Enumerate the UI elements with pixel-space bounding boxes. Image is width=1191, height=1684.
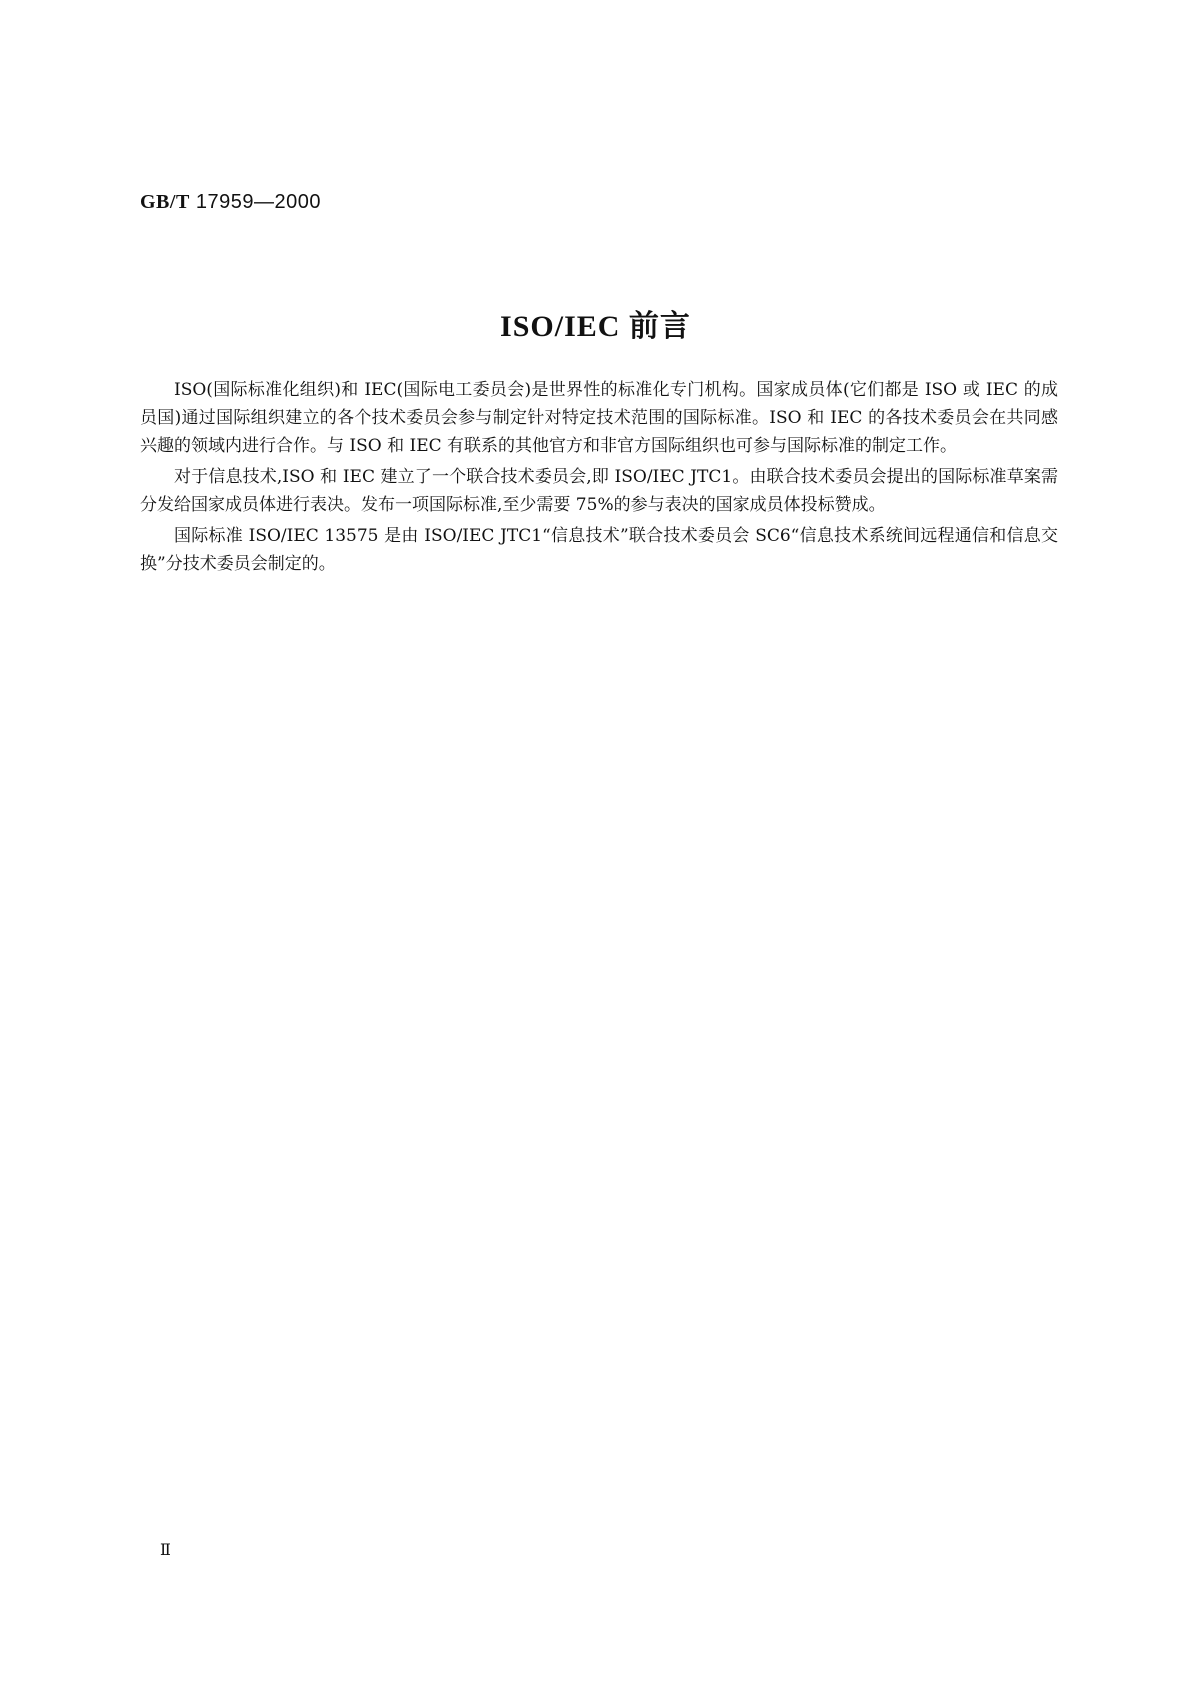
page-title: ISO/IEC 前言 [500, 310, 691, 343]
foreword-body [140, 376, 1058, 581]
standard-number: 17959—2000 [195, 191, 321, 213]
page-number: Ⅱ [160, 1542, 171, 1559]
document-code [140, 190, 321, 214]
paragraph-3: 国际标准 ISO/IEC 13575 是由 ISO/IEC JTC1“信息技术”联合技术委员会 SC6“信息技术系统间远程通信和信息交换”分技术委员会制定的。 [140, 526, 1058, 574]
standard-prefix: GB/T [140, 191, 190, 213]
paragraph-1: ISO(国际标准化组织)和 IEC(国际电工委员会)是世界性的标准化专门机构。国家成员体(它们都是 ISO 或 IEC 的成员国)通过国际组织建立的各个技术委员会参与制定针对特定技术范围的国际标准。ISO 和 IEC 的各技术委员会在共同感兴趣的领域内进行合作。与 ISO 和 IEC 有联系的其他官方和非官方国际组织也可参与国际标准的制定工作。 [140, 380, 1058, 456]
paragraph-2: 对于信息技术,ISO 和 IEC 建立了一个联合技术委员会,即 ISO/IEC JTC1。由联合技术委员会提出的国际标准草案需分发给国家成员体进行表决。发布一项国际标准,至少需要 75%的参与表决的国家成员体投标赞成。 [140, 467, 1058, 515]
